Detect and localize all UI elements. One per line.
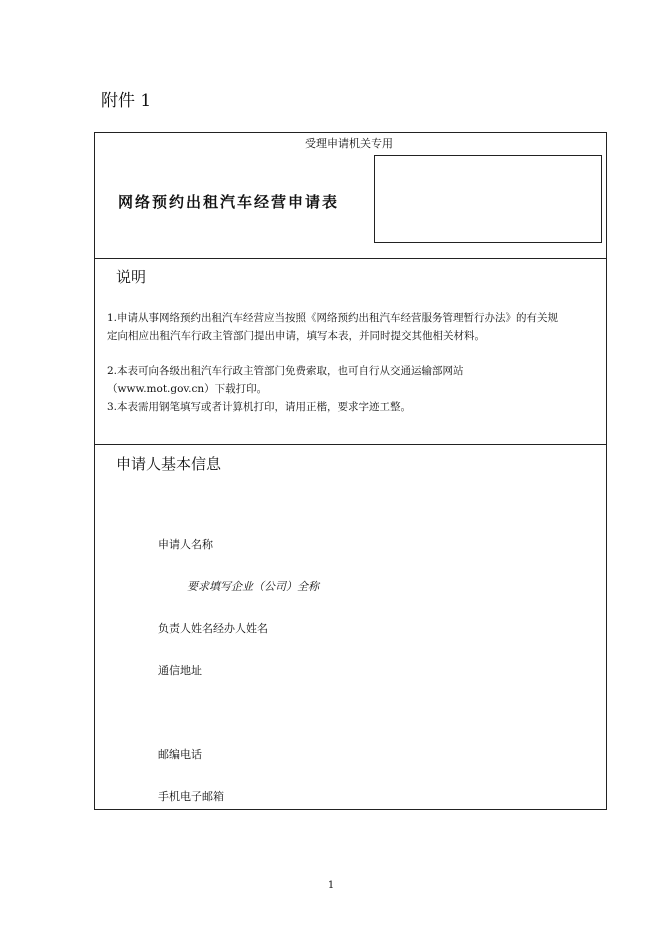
applicant-name-label: 申请人名称 — [158, 538, 213, 551]
notes-section — [95, 259, 606, 445]
mobile-email-label: 手机电子邮箱 — [158, 790, 224, 803]
note-item: 2.本表可向各级出租汽车行政主管部门免费索取，也可自行从交通运输部网站（www.mot.gov.cn）下载打印。 — [107, 365, 464, 395]
office-use-caption: 受理申请机关专用 — [305, 137, 393, 150]
note-item: 3.本表需用钢笔填写或者计算机打印，请用正楷，要求字迹工整。 — [107, 401, 412, 413]
application-form — [94, 132, 607, 810]
address-label: 通信地址 — [158, 664, 202, 677]
note-item: 1.申请从事网络预约出租汽车经营应当按照《网络预约出租汽车经营服务管理暂行办法》的有关规定向相应出租汽车行政主管部门提出申请，填写本表，并同时提交其他相关材料。 — [107, 312, 559, 342]
applicant-name-hint: 要求填写企业（公司）全称 — [187, 580, 319, 593]
office-use-box[interactable] — [374, 155, 602, 243]
applicant-info-heading: 申请人基本信息 — [116, 455, 222, 473]
form-title: 网络预约出租汽车经营申请表 — [118, 193, 340, 211]
page-number: 1 — [327, 880, 335, 891]
attachment-label: 附件 1 — [101, 91, 152, 111]
form-header — [95, 133, 606, 259]
notes-heading: 说明 — [116, 268, 147, 286]
zip-phone-label: 邮编电话 — [158, 748, 202, 761]
applicant-info-section — [95, 445, 606, 809]
responsible-person-label: 负责人姓名经办人姓名 — [158, 622, 268, 635]
